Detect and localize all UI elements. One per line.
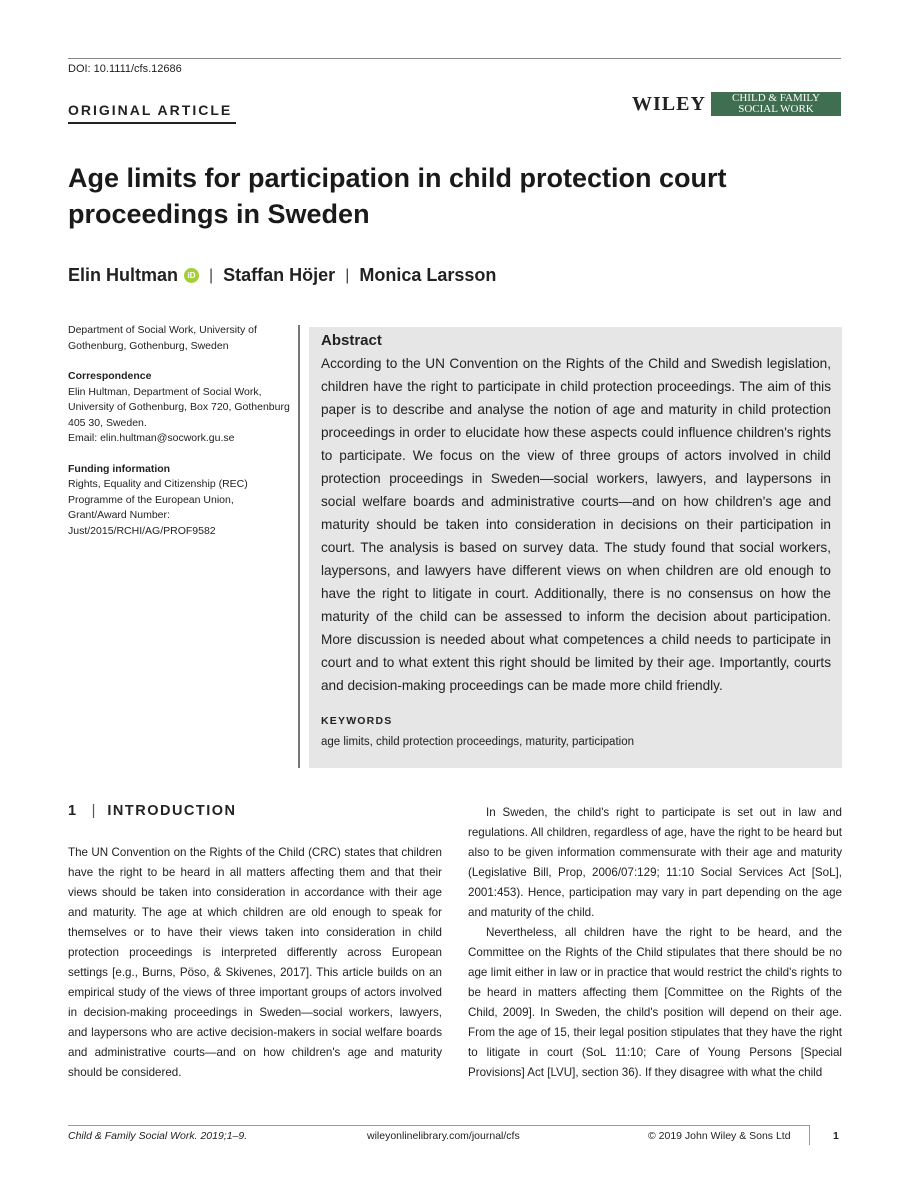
author-name[interactable]: Elin Hultman — [68, 265, 179, 285]
journal-badge-line2: SOCIAL WORK — [738, 103, 814, 115]
funding-text: Rights, Equality and Citizenship (REC) Programme of the European Union, Grant/Award Number: Just/2015/RCHI/AG/PROF9582 — [68, 478, 248, 537]
article-title: Age limits for participation in child protection court proceedings in Sweden — [68, 163, 727, 229]
footer-rule — [68, 1125, 810, 1126]
footer-copyright: © 2019 John Wiley & Sons Ltd — [648, 1130, 791, 1142]
author-name[interactable]: Monica Larsson — [359, 265, 497, 285]
author-list — [68, 265, 496, 286]
body-paragraph: The UN Convention on the Rights of the Child (CRC) states that children have the right to be heard in all matters affecting them and that their views should be taken into consideration in accordance with their age and maturity. The age at which children are old enough to speak for themselves or to have their views taken into consideration in child protection proceedings is interpreted differently across European settings [e.g., Burns, Pöso, & Skivenes, 2017]. This article builds on an empirical study of the views of three important groups of actors involved in decision-making proceedings in Sweden—social workers, lawyers, and laypersons who are active decision-makers in social welfare boards and administrative courts—and on how children's age and maturity should be considered. — [68, 846, 442, 1079]
correspondence — [68, 369, 293, 447]
section-title: INTRODUCTION — [107, 803, 237, 819]
sidebar-divider — [298, 325, 300, 768]
keywords-heading: KEYWORDS — [321, 715, 393, 727]
abstract-heading: Abstract — [321, 332, 382, 349]
body-paragraph: In Sweden, the child's right to participate is set out in law and regulations. All children, regardless of age, have the right to be heard but also to be given information commensurate with their age and maturity (Legislative Bill, Prop, 2006/07:129; 11:10 Social Services Act [SoL], 2001:453). Hence, participation may vary in part depending on the age and maturity of the child. — [468, 806, 842, 919]
author-separator: | — [209, 266, 214, 284]
correspondence-email[interactable]: Email: elin.hultman@socwork.gu.se — [68, 432, 235, 444]
funding — [68, 462, 293, 540]
header-rule — [68, 58, 841, 59]
article-info-sidebar — [68, 323, 293, 554]
abstract-text: According to the UN Convention on the Rights of the Child and Swedish legislation, children have the right to participate in child protection proceedings. The aim of this paper is to describe and analyse the notion of age and maturity in child protection proceedings in order to elucidate how these aspects could influence children's rights to participate. We focus on the view of three groups of actors involved in child protection proceedings in Sweden—social workers, lawyers, and laypersons in social welfare boards and administrative courts—and on how children's age and maturity should be taken into consideration in decisions on their participation in court. The analysis is based on survey data. The study found that social workers, laypersons, and lawyers have different views on when children are old enough to have the right to litigate in court. Additionally, there is no consensus on how the maturity of the child can be assessed to inform the decision about participation. More discussion is needed about what competences a child needs to participate in court and to what extent this right should be limited by their age. Importantly, courts and decision-making proceedings can be made more child friendly. — [321, 356, 831, 693]
section-heading — [68, 803, 237, 819]
journal-badge-line1: CHILD & FAMILY — [732, 92, 820, 104]
affiliation: Department of Social Work, University of Gothenburg, Gothenburg, Sweden — [68, 324, 257, 352]
footer-divider — [809, 1125, 810, 1145]
section-separator: | — [91, 803, 96, 819]
correspondence-address: Elin Hultman, Department of Social Work, University of Gothenburg, Box 720, Gothenburg 405 30, Sweden. — [68, 385, 290, 429]
page-number: 1 — [833, 1130, 839, 1142]
author-name[interactable]: Staffan Höjer — [223, 265, 336, 285]
keywords-list: age limits, child protection proceedings, maturity, participation — [321, 736, 634, 748]
footer-citation — [68, 1130, 247, 1142]
footer-url[interactable]: wileyonlinelibrary.com/journal/cfs — [367, 1130, 520, 1142]
footer-citation-text: Child & Family Social Work. 2019;1–9. — [68, 1130, 248, 1142]
journal-logo — [711, 92, 841, 116]
article-type-underline — [68, 122, 236, 124]
body-column-right — [468, 803, 842, 1083]
doi[interactable]: DOI: 10.1111/cfs.12686 — [68, 63, 182, 75]
article-type: ORIGINAL ARTICLE — [68, 102, 233, 118]
body-column-left — [68, 843, 442, 1083]
section-number: 1 — [68, 803, 78, 819]
body-paragraph: Nevertheless, all children have the right to be heard, and the Committee on the Rights of the Child stipulates that there should be no age limit either in law or in practice that would restrict the child's rights to be heard in matters affecting them [Committee on the Rights of the Child, 2009]. In Sweden, the child's position will depend on their age. From the age of 15, their legal position stipulates that they have the right to litigate in court (SoL 11:10; Care of Young Persons [Special Provisions] Act [LVU], section 36). If they disagree with what the child — [468, 926, 842, 1079]
publisher-logo: WILEY — [632, 93, 706, 115]
abstract-box — [309, 327, 842, 768]
funding-heading: Funding information — [68, 462, 171, 475]
correspondence-heading: Correspondence — [68, 370, 152, 382]
author-separator: | — [345, 266, 350, 284]
orcid-icon[interactable]: iD — [184, 268, 199, 283]
